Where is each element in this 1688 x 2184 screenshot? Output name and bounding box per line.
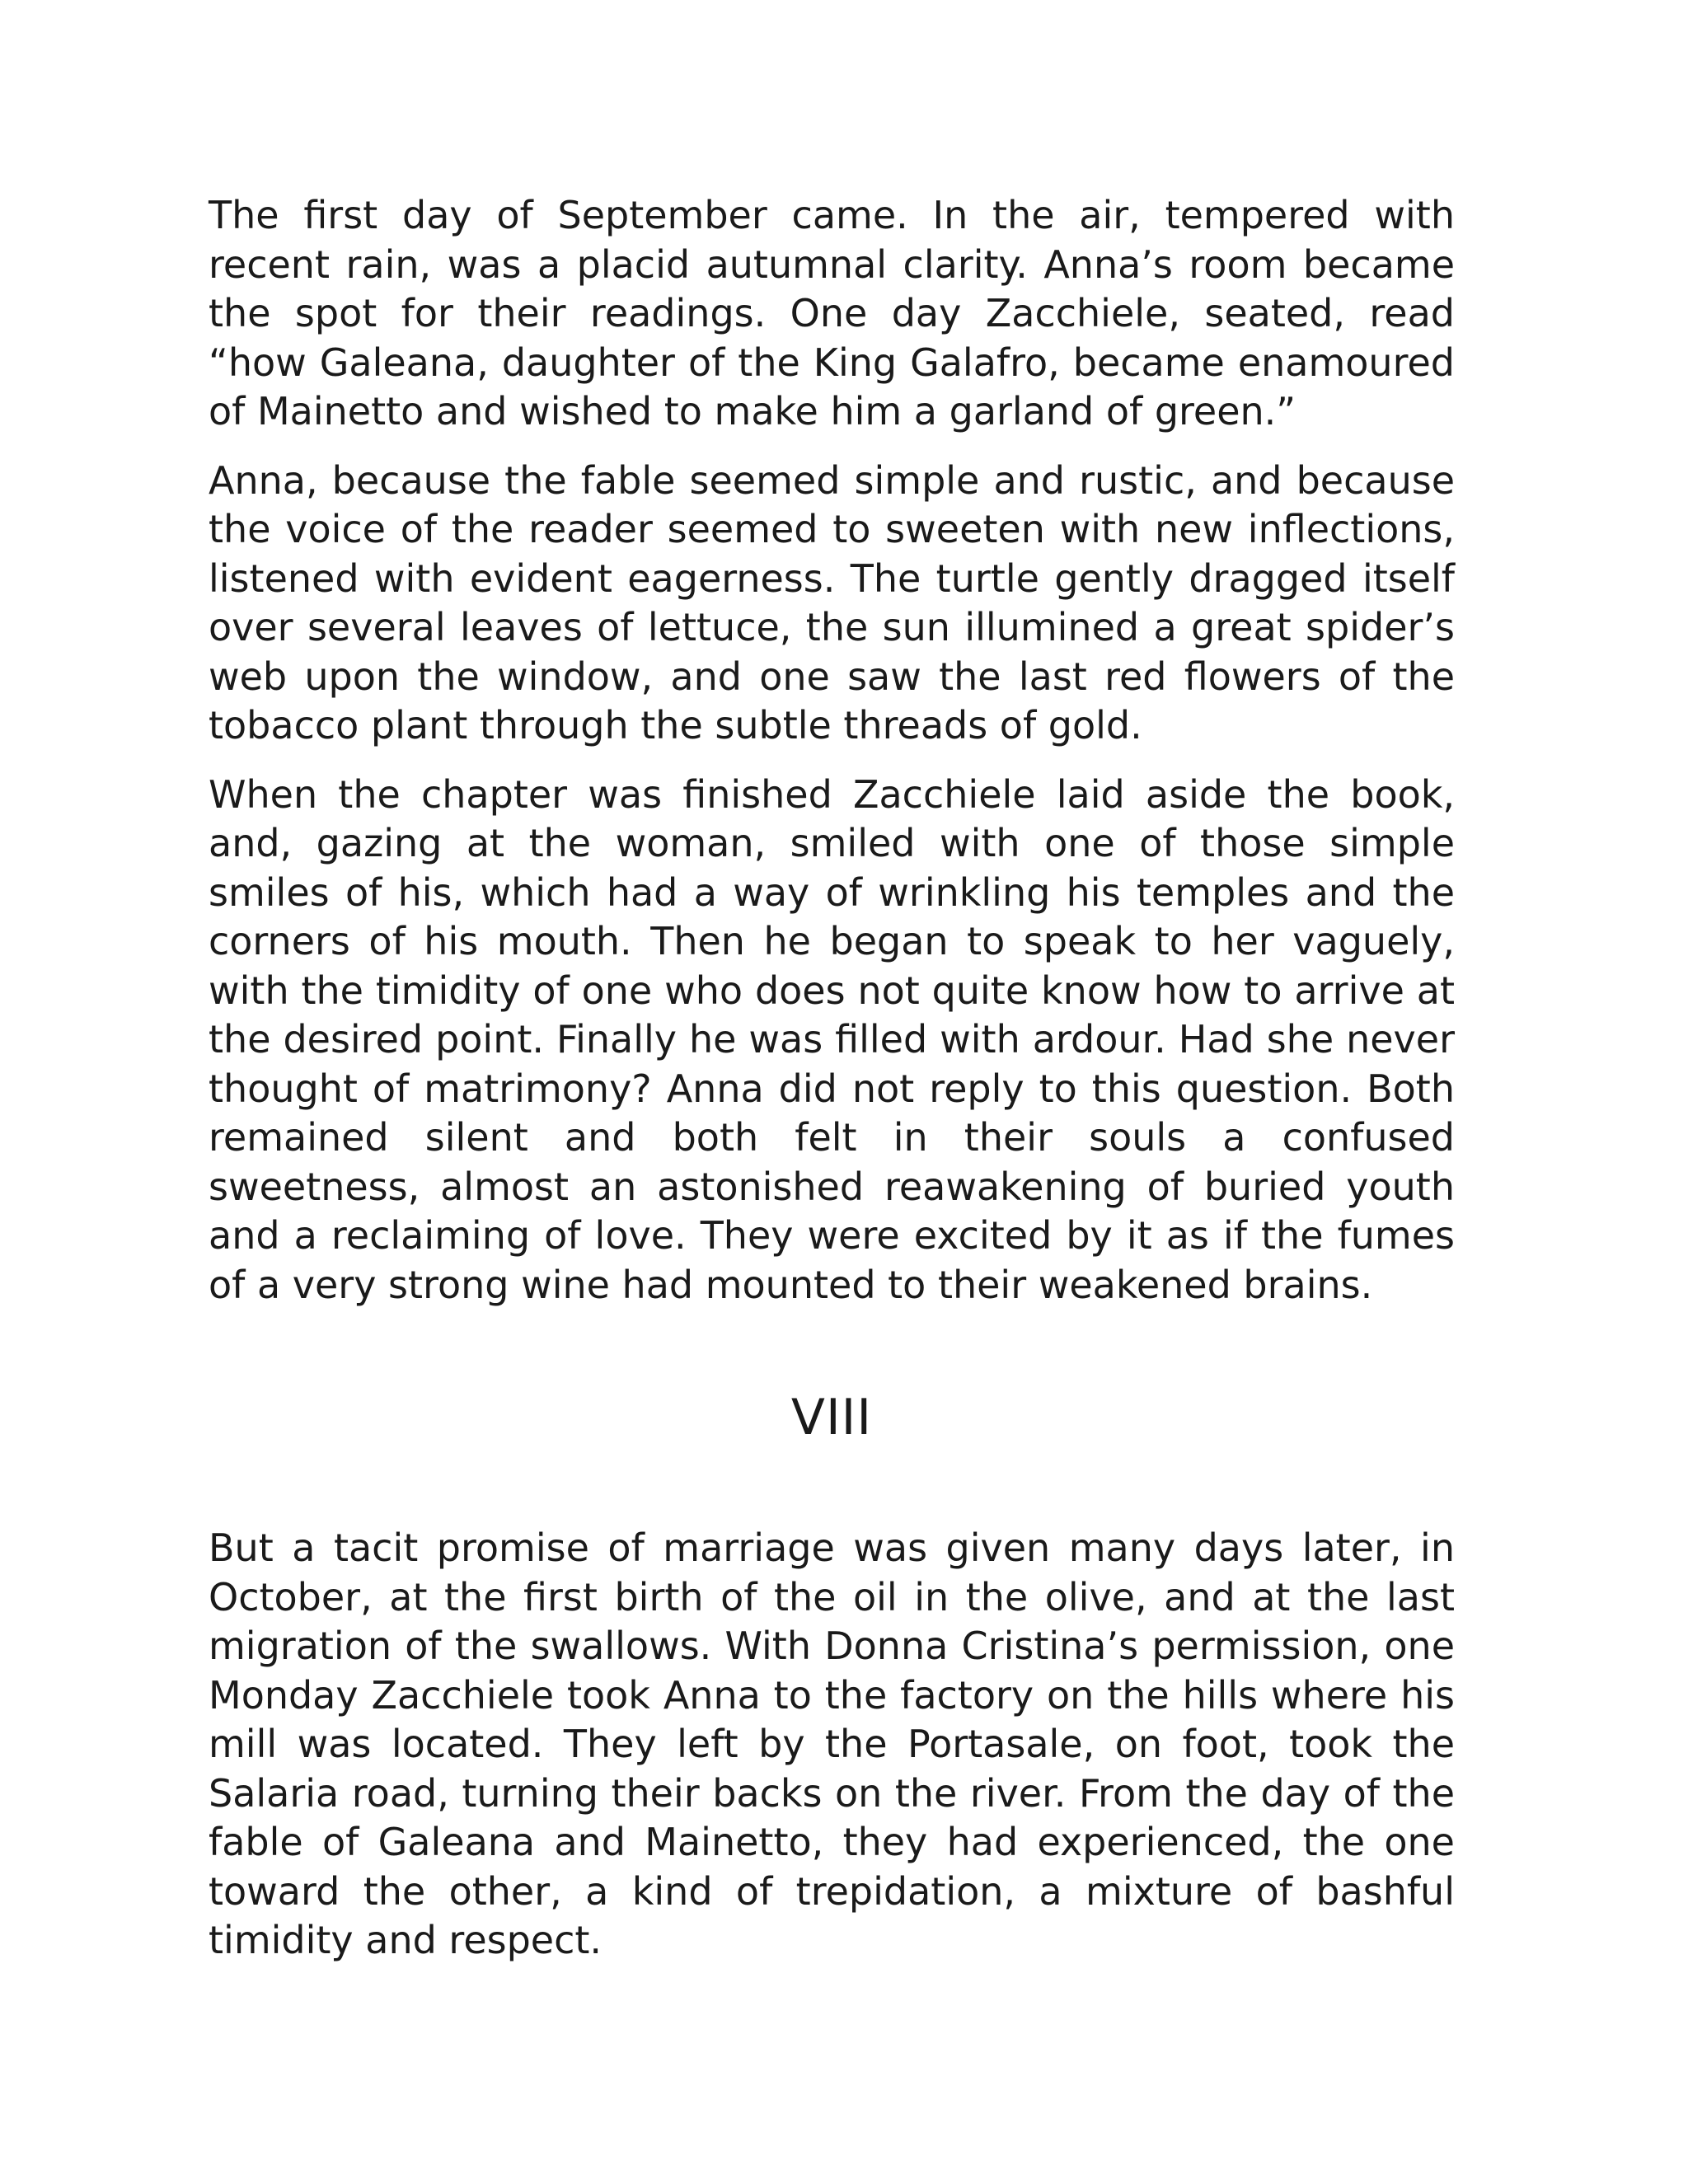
paragraph-september: The first day of September came. In the air, tempered with recent rain, was a placid autumnal clarity. Anna’s room became the spot for their readings. One day Zacchiele, seated, read “how Galeana, daughter of the King Galafro, became enamoured of Mainetto and wished to make him a garland of green.”: [209, 193, 1455, 434]
paragraph-fable-reading: Anna, because the fable seemed simple and rustic, and because the voice of the reader seemed to sweeten with new inflections, listened with evident eagerness. The turtle gently dragged itself over several leaves of lettuce, the sun illumined a great spider’s web upon the window, and one saw the last red flowers of the tobacco plant through the subtle threads of gold.: [209, 457, 1455, 748]
paragraph-tacit-promise: But a tacit promise of marriage was given many days later, in October, at the first birth of the oil in the olive, and at the last migration of the swallows. With Donna Cristina’s permission, one Monday Zacchiele took Anna to the factory on the hills where his mill was located. They left by the Portasale, on foot, took the Salaria road, turning their backs on the river. From the day of the fable of Galeana and Mainetto, they had experienced, the one toward the other, a kind of trepidation, a mixture of bashful timidity and respect.: [209, 1526, 1455, 1962]
chapter-heading: VIII: [790, 1389, 873, 1446]
book-page: [209, 191, 1455, 1985]
paragraph-matrimony: When the chapter was finished Zacchiele laid aside the book, and, gazing at the woman, smiled with one of those simple smiles of his, which had a way of wrinkling his temples and the corners of his mouth. Then he began to speak to her vaguely, with the timidity of one who does not quite know how to arrive at the desired point. Finally he was filled with ardour. Had she never thought of matrimony? Anna did not reply to this question. Both remained silent and both felt in their souls a confused sweetness, almost an astonished reawakening of buried youth and a reclaiming of love. They were excited by it as if the fumes of a very strong wine had mounted to their weakened brains.: [209, 771, 1455, 1307]
